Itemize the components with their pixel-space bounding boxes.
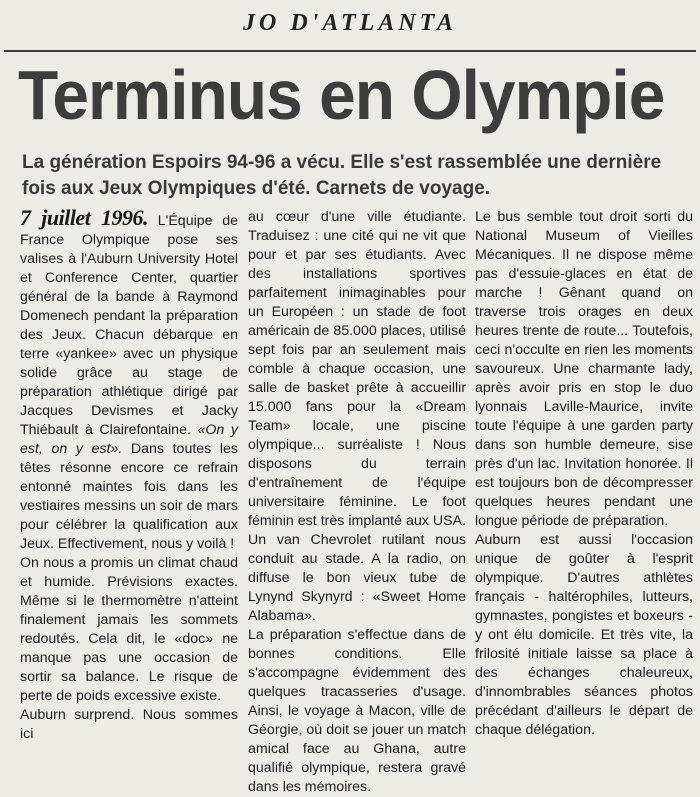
rubric-divider bbox=[4, 50, 696, 52]
article-column-3 bbox=[475, 208, 693, 740]
paragraph: au cœur d'une ville étudiante. Traduisez : une cité qui ne vit que pour et par ses étudiants. Avec des installations sportives parfaitement inimaginables pour un Européen : un stade de foot américain de 85.000 places, utilisé sept fois par an seulement mais comble à chaque occasion, une salle de basket prête à accueillir 15.000 fans pour la «Dream Team» locale, une piscine olympique... surréaliste ! Nous disposons du terrain d'entraînement de l'équipe universitaire féminine. Le foot féminin est très implanté aux USA. Un van Chevrolet rutilant nous conduit au stade. A la radio, on diffuse le bon vieux tube de Lynynd Skynyrd : «Sweet Home Alabama». bbox=[248, 209, 466, 624]
paragraph-text: Dans toutes les têtes résonne encore ce refrain entonné maintes fois dans les vestiaires messins un soir de mars pour célébrer la qualification aux Jeux. Effectivement, nous y voilà ! bbox=[20, 441, 238, 552]
article-column-1 bbox=[20, 205, 238, 744]
paragraph: On nous a promis un climat chaud et humide. Prévisions exactes. Même si le thermomètre n'atteint finalement jamais les sommets redoutés. Cela dit, le «doc» ne manque pas une occasion de sortir sa balance. Le risque de perte de poids excessive existe. bbox=[20, 555, 238, 704]
paragraph: Le bus semble tout droit sorti du National Museum of Vieilles Mécaniques. Il ne dispose même pas d'essuie-glaces en état de marche ! Gênant quand on traverse trois orages en deux heures trente de route... Toutefois, ceci n'occulte en rien les moments savoureux. Une charmante lady, après avoir pris en stop le duo lyonnais Laville-Maurice, invite toute l'équipe à une garden party dans son humble demeure, sise près d'un lac. Invitation honorée. Il est toujours bon de décompresser quelques heures pendant une longue période de préparation. bbox=[475, 209, 693, 529]
paragraph: La préparation s'effectue dans de bonnes conditions. Elle s'accompagne évidemment des quelques tracasseries d'usage. Ainsi, le voyage à Macon, ville de Géorgie, où doit se jouer un match amical face au Ghana, autre qualifié olympique, restera gravé dans les mémoires. bbox=[248, 627, 466, 795]
paragraph-text: L'Équipe de France Olympique pose ses valises à l'Auburn University Hotel et Conference Center, quartier général de la bande à Raymond Domenech pendant la préparation des Jeux. Chacun débarque en terre «yankee» avec un physique solide grâce au stage de préparation athlétique dirigé par Jacques Devismes et Jacky Thiébault à Clairefontaine. bbox=[20, 213, 238, 438]
quote-text: «On y est, on y est». bbox=[20, 422, 238, 457]
article-standfirst: La génération Espoirs 94-96 a vécu. Elle s'est rassemblée une dernière fois aux Jeux Olympiques d'été. Carnets de voyage. bbox=[22, 152, 662, 199]
paragraph: Auburn est aussi l'occasion unique de goûter à l'esprit olympique. D'autres athlètes français - haltérophiles, lutteurs, gymnastes, pongistes et boxeurs - y ont élu domicile. Et très vite, la frilosité initiale laisse sa place à des échanges chaleureux, d'innombrables séances photos précédant d'ailleurs le départ de chaque délégation. bbox=[475, 532, 693, 738]
article-column-2 bbox=[248, 208, 466, 797]
dateline: 7 juillet 1996. bbox=[20, 205, 149, 230]
paragraph bbox=[20, 205, 238, 554]
section-rubric: JO D'ATLANTA bbox=[242, 10, 458, 36]
article-headline: Terminus en Olympie bbox=[18, 56, 665, 134]
paragraph: Auburn surprend. Nous sommes ici bbox=[20, 707, 238, 742]
